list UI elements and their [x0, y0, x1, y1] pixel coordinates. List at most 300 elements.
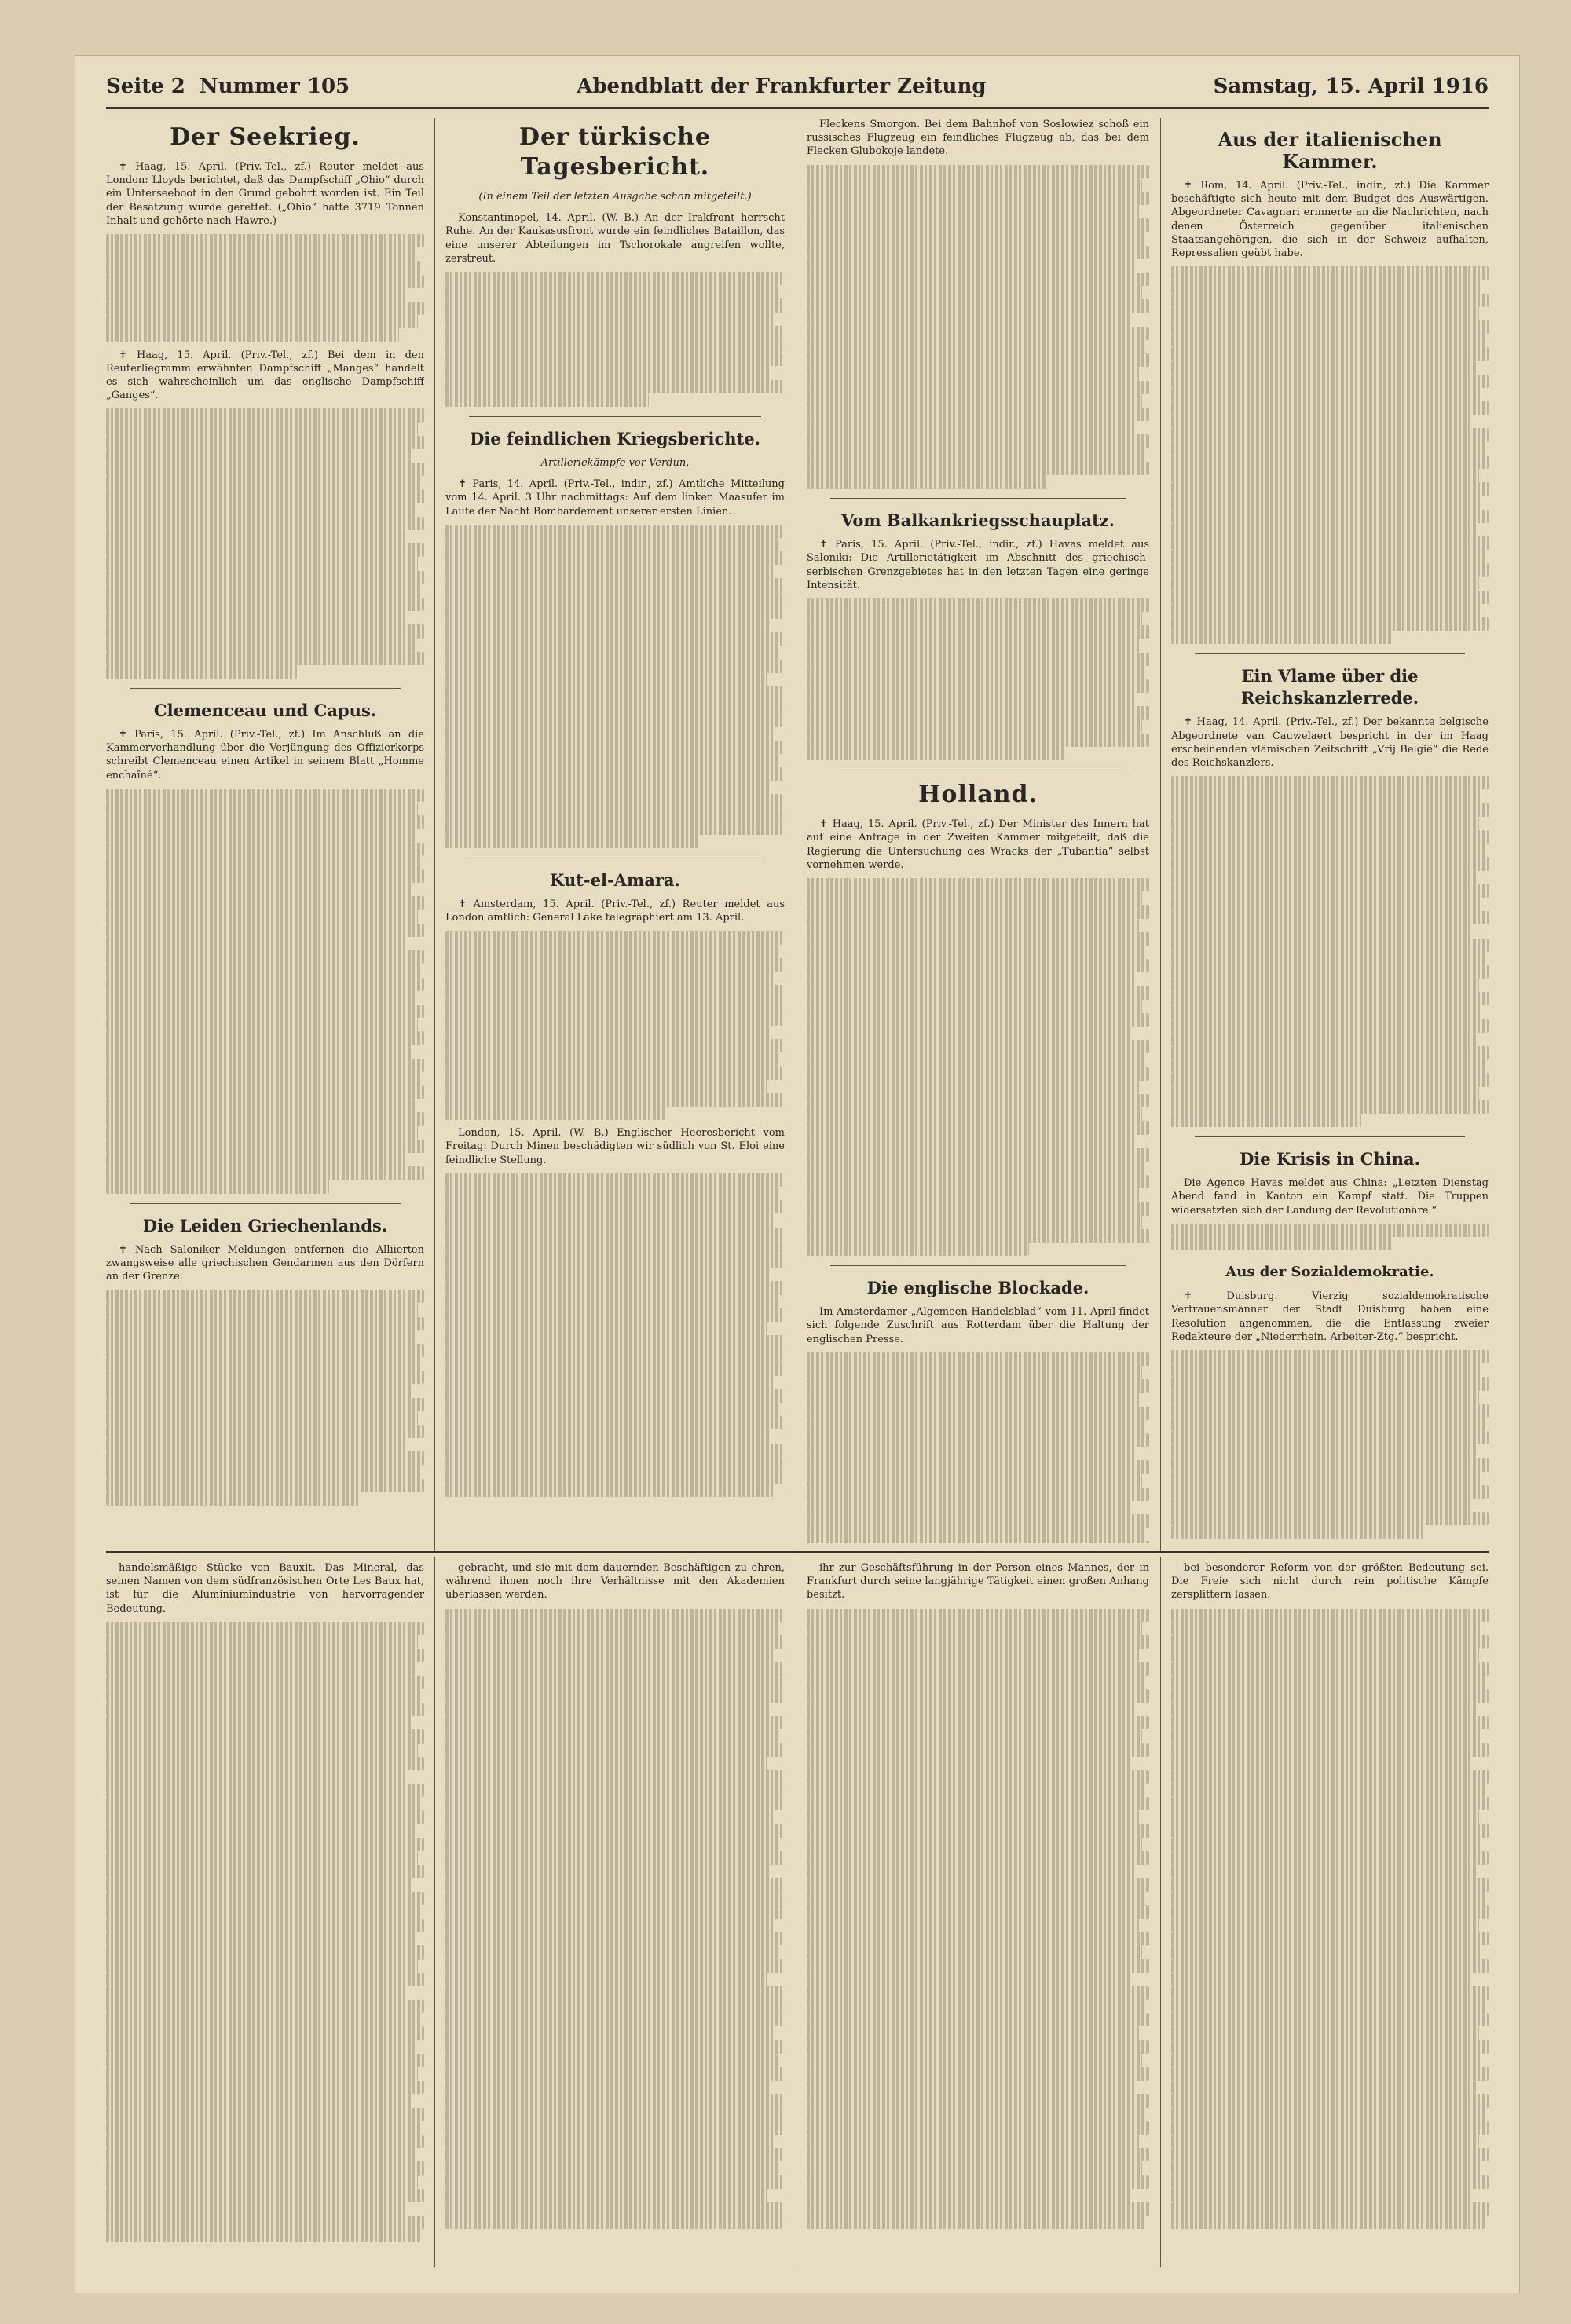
text-line — [807, 878, 1149, 891]
text-line — [445, 1241, 782, 1254]
text-line — [807, 2040, 1149, 2054]
text-line — [106, 1986, 408, 2000]
text-line — [106, 1059, 424, 1072]
feuilleton-text: ihr zur Geschäftsführung in der Person eines Mannes, der in Frankfurt durch seine langjährige Tätigkeit einen großen Anhang besitzt. — [807, 1562, 1149, 1601]
text-line — [807, 1433, 1149, 1447]
text-line — [1171, 1512, 1489, 1525]
text-line — [1171, 1865, 1476, 1878]
text-line — [106, 476, 421, 489]
text-line — [106, 2189, 424, 2202]
text-line — [106, 1622, 424, 1635]
text-line — [807, 1541, 1149, 1543]
text-line — [1171, 442, 1485, 456]
text-line — [445, 1770, 785, 1784]
article-text: ✝ Haag, 15. April. (Priv.-Tel., zf.) Bei dem in den Reuterliegramm erwähnten Dampfschiff „Manges“ handelt es sich wahrscheinlich um das englische Dampfschiff „Ganges“. — [106, 349, 424, 402]
text-line — [807, 1514, 1149, 1528]
text-line — [1171, 604, 1482, 617]
text-line — [445, 1039, 785, 1052]
text-line — [445, 1865, 771, 1878]
text-line — [807, 1447, 1136, 1460]
text-line — [106, 2067, 418, 2081]
text-line — [807, 1202, 1149, 1215]
text-line — [1171, 2040, 1489, 2054]
text-line — [106, 1466, 421, 1479]
text-line — [445, 1622, 778, 1635]
text-line — [1171, 469, 1479, 482]
text-line — [807, 1488, 1149, 1501]
text-line — [1171, 2175, 1489, 2188]
text-line — [445, 2081, 771, 2094]
text-line — [106, 288, 408, 302]
text-line — [1171, 1087, 1479, 1100]
text-line — [1171, 375, 1489, 388]
headline-sozialdemokratie: Aus der Sozialdemokratie. — [1225, 1264, 1434, 1281]
headline-clemenceau: Clemenceau und Capus. — [153, 701, 377, 721]
text-line — [1171, 1757, 1473, 1770]
text-line — [445, 1729, 778, 1743]
text-line — [106, 937, 408, 950]
feuilleton-1 — [106, 1561, 424, 2264]
text-line — [445, 2189, 767, 2202]
text-line — [1171, 591, 1489, 604]
feuilleton-2 — [445, 1561, 785, 2264]
paper-title: Abendblatt der Frankfurter Zeitung — [577, 75, 987, 98]
text-line — [807, 959, 1149, 972]
article-text: ✝ Paris, 14. April. (Priv.-Tel., indir., zf.) Amtliche Mitteilung vom 14. April. 3 Uhr nachmittags: Auf dem linken Maasufer im Laufe der Nacht Bombardement unserer ersten Linien. — [445, 478, 785, 518]
text-line — [106, 1018, 418, 1031]
text-line — [1171, 1676, 1485, 1689]
text-line — [106, 1797, 421, 1810]
text-line — [106, 1180, 329, 1193]
text-line — [106, 598, 424, 611]
text-line — [445, 1959, 785, 1972]
text-line — [1171, 1363, 1482, 1377]
masthead — [106, 66, 1489, 109]
text-line — [807, 1878, 1149, 1891]
text-line — [445, 767, 785, 781]
text-line — [1171, 965, 1489, 979]
text-line — [1171, 1729, 1482, 1743]
text-line — [807, 353, 1149, 367]
text-line — [1171, 1919, 1479, 1932]
text-line — [807, 205, 1139, 218]
text-line — [1171, 1472, 1482, 1485]
text-line — [106, 1878, 412, 1891]
text-line — [1171, 1662, 1489, 1675]
text-line — [445, 525, 785, 538]
text-line — [1171, 2054, 1482, 2067]
text-line — [1171, 1391, 1479, 1404]
text-line — [445, 1986, 785, 2000]
text-line — [807, 1040, 1149, 1053]
text-line — [807, 434, 1149, 448]
text-line — [807, 1959, 1149, 1972]
text-line — [106, 1398, 424, 1411]
text-line — [807, 639, 1139, 652]
text-line — [807, 1986, 1149, 2000]
text-line — [1171, 2189, 1473, 2202]
text-line — [1171, 1418, 1485, 1431]
text-line — [807, 1703, 1136, 1716]
text-line — [106, 910, 418, 924]
text-line — [1171, 1986, 1489, 2000]
text-line — [807, 720, 1142, 734]
text-line — [807, 2121, 1149, 2135]
article-text: ✝ Duisburg. Vierzig sozialdemokratische Vertrauensmänner der Stadt Duisburg haben eine Resolution angenommen, die die Entlassung zweier Redakteure der „Niederrhein. Arbeiter-Ztg.“ bespricht. — [1171, 1290, 1489, 1343]
text-line — [807, 340, 1146, 353]
text-line — [445, 808, 782, 822]
text-line — [106, 1851, 418, 1865]
text-line — [807, 1932, 1149, 1945]
text-line — [1171, 536, 1489, 550]
text-line — [807, 1379, 1149, 1393]
text-line — [445, 1080, 767, 1093]
text-line — [1171, 1033, 1476, 1046]
text-line — [445, 1689, 785, 1703]
text-line — [445, 326, 785, 339]
text-line — [445, 1107, 666, 1120]
text-line — [445, 1228, 785, 1241]
text-line — [106, 503, 415, 517]
text-line — [1171, 1905, 1489, 1919]
text-line — [445, 1784, 782, 1797]
text-line — [807, 192, 1149, 205]
text-line — [1171, 1237, 1393, 1250]
text-line — [1171, 1851, 1489, 1865]
article-text: ✝ Paris, 15. April. (Priv.-Tel., zf.) Im Anschluß an die Kammerverhandlung über die Verjüngung des Offizierkorps schreibt Clemenceau einen Artikel in seinem Blatt „Homme enchaîné“. — [106, 729, 424, 781]
text-line — [106, 436, 424, 449]
text-line — [106, 1703, 424, 1716]
article-text: ✝ Haag, 15. April. (Priv.-Tel., zf.) Reuter meldet aus London: Lloyds berichtet, daß das Dampfschiff „Ohio“ durch ein Unterseeboot in den Grund gebohrt worden ist. Ein Teil der Besatzung wurde gerettet. („Ohio“ hatte 3719 Tonnen Inhalt und gehörte nach Hawre.) — [106, 161, 424, 227]
text-line — [807, 1757, 1132, 1770]
text-line — [445, 794, 785, 807]
text-line — [445, 1254, 785, 1268]
text-line — [807, 2054, 1142, 2067]
text-line — [445, 945, 778, 958]
headline-balkan: Vom Balkankriegsschauplatz. — [840, 511, 1115, 531]
text-line — [106, 2216, 424, 2229]
text-line — [1171, 911, 1489, 924]
text-line — [807, 259, 1136, 273]
text-line — [807, 1393, 1139, 1406]
text-line — [445, 366, 771, 379]
text-line — [445, 1676, 782, 1689]
issue-date: Samstag, 15. April 1916 — [1213, 75, 1489, 98]
article-text: ✝ Paris, 15. April. (Priv.-Tel., indir., zf.) Havas meldet aus Saloniki: Die Artillerietätigkeit im Abschnitt des griechisch-serbischen Grenzgebietes hat in den letzten Tagen eine geringe Intensität. — [807, 539, 1149, 591]
text-line — [106, 1649, 424, 1662]
text-line — [807, 1135, 1136, 1148]
text-line — [445, 393, 649, 407]
text-line — [1171, 266, 1489, 280]
text-line — [1171, 482, 1489, 496]
text-line — [106, 1166, 424, 1180]
text-line — [1171, 2026, 1479, 2040]
text-line — [445, 2067, 785, 2081]
text-line — [807, 1162, 1146, 1175]
text-line — [445, 1173, 785, 1187]
text-line — [807, 313, 1132, 327]
text-line — [106, 302, 424, 315]
text-line — [106, 1635, 418, 1649]
text-line — [807, 1851, 1149, 1865]
text-line — [106, 1031, 424, 1045]
text-line — [807, 2135, 1139, 2148]
text-line — [807, 1729, 1142, 1743]
text-line — [445, 2216, 782, 2229]
text-line — [807, 381, 1149, 394]
text-line — [807, 1067, 1149, 1081]
text-line — [1171, 2148, 1489, 2161]
text-line — [445, 958, 785, 972]
text-line — [445, 727, 775, 741]
text-line — [1171, 1005, 1482, 1019]
text-line — [807, 1474, 1142, 1488]
text-line — [106, 1757, 424, 1770]
text-line — [106, 1865, 424, 1878]
text-line — [807, 625, 1149, 639]
text-line — [106, 315, 418, 328]
text-line — [807, 1121, 1149, 1134]
text-line — [1171, 1797, 1489, 1810]
text-line — [1171, 2013, 1489, 2026]
headline-blockade: Die englische Blockade. — [866, 1278, 1089, 1298]
text-line — [1171, 1649, 1479, 1662]
text-line — [106, 1153, 405, 1166]
article-text: London, 15. April. (W. B.) Englischer Heeresbericht vom Freitag: Durch Minen beschädigten wir südlich von St. Eloi eine feindliche Stellung. — [445, 1127, 785, 1166]
text-line — [106, 1384, 412, 1397]
text-line — [445, 1429, 771, 1443]
text-line — [1171, 1114, 1361, 1127]
text-line — [807, 232, 1146, 246]
text-line — [445, 2175, 785, 2188]
text-line — [1171, 361, 1476, 375]
text-line — [445, 1376, 775, 1389]
text-line — [1171, 320, 1489, 334]
text-line — [807, 1107, 1142, 1121]
text-line — [807, 286, 1142, 299]
text-line — [445, 353, 785, 366]
page-number: Seite 2 — [106, 75, 185, 98]
text-line — [807, 299, 1149, 313]
text-line — [1171, 2135, 1479, 2148]
text-line — [807, 1148, 1149, 1162]
text-line — [445, 2108, 782, 2121]
text-line — [445, 2148, 785, 2161]
text-line — [807, 1622, 1142, 1635]
text-line — [445, 1609, 785, 1622]
text-line — [807, 1094, 1149, 1107]
text-line — [807, 653, 1149, 666]
text-line — [106, 1919, 424, 1932]
text-line — [807, 747, 1064, 760]
text-line — [445, 2026, 775, 2040]
text-line — [1171, 428, 1489, 441]
text-line — [807, 1810, 1139, 1824]
text-line — [106, 1973, 424, 1986]
text-line — [445, 1457, 782, 1470]
text-line — [807, 1027, 1132, 1040]
text-line — [807, 2189, 1132, 2202]
text-line — [445, 822, 785, 835]
headline-kut-el-amara: Kut-el-Amara. — [550, 870, 680, 891]
text-line — [106, 896, 424, 909]
text-line — [445, 380, 785, 393]
text-line — [106, 1005, 424, 1018]
text-line — [445, 1851, 785, 1865]
text-line — [106, 2108, 424, 2121]
text-line — [807, 1528, 1146, 1541]
text-line — [445, 1703, 771, 1716]
text-line — [807, 666, 1146, 679]
text-line — [445, 2040, 785, 2054]
text-line — [807, 1366, 1142, 1379]
text-line — [1171, 1444, 1476, 1458]
text-line — [106, 1824, 415, 1838]
text-line — [106, 1290, 424, 1303]
text-line — [106, 1357, 421, 1371]
text-line — [1171, 1622, 1482, 1635]
text-line — [445, 1743, 785, 1756]
text-line — [106, 463, 424, 476]
text-line — [1171, 563, 1489, 576]
text-line — [1171, 496, 1482, 509]
text-line — [807, 598, 1149, 612]
text-line — [1171, 1458, 1489, 1471]
text-line — [106, 328, 399, 342]
text-line — [106, 1112, 424, 1125]
text-line — [106, 261, 421, 274]
text-line — [1171, 280, 1482, 293]
text-line — [807, 2067, 1149, 2081]
text-line — [106, 247, 415, 261]
text-line — [1171, 857, 1489, 870]
text-line — [445, 1905, 785, 1919]
text-line — [1171, 1525, 1425, 1539]
text-line — [106, 639, 415, 652]
text-line — [1171, 1060, 1485, 1073]
text-line — [1171, 2067, 1489, 2081]
text-line — [807, 1865, 1136, 1878]
text-line — [445, 1093, 785, 1107]
text-line — [445, 1444, 785, 1457]
text-line — [106, 652, 424, 665]
column-2 — [445, 118, 785, 1543]
headline-griechenland: Die Leiden Griechenlands. — [142, 1215, 388, 1235]
text-line — [106, 517, 424, 530]
text-line — [106, 543, 424, 557]
text-line — [807, 2081, 1136, 2094]
text-line — [445, 985, 785, 998]
text-line — [1171, 1932, 1489, 1945]
headline-china: Die Krisis in China. — [1240, 1149, 1420, 1169]
text-line — [807, 891, 1142, 905]
text-line — [1171, 415, 1473, 428]
text-line — [445, 1200, 785, 1213]
text-line — [445, 2202, 785, 2216]
text-line — [445, 741, 785, 754]
text-line — [1171, 1689, 1489, 1703]
text-line — [106, 1126, 418, 1140]
text-line — [1171, 2108, 1485, 2121]
text-line — [106, 408, 424, 422]
text-line — [445, 1716, 785, 1729]
text-line — [807, 1000, 1142, 1013]
text-line — [807, 1501, 1132, 1514]
text-line — [106, 611, 408, 624]
text-line — [1171, 1770, 1489, 1784]
text-line — [445, 999, 782, 1012]
text-line — [1171, 347, 1489, 360]
text-line — [106, 950, 424, 964]
text-line — [445, 1322, 767, 1335]
text-line — [106, 665, 297, 679]
text-line — [807, 679, 1149, 693]
text-line — [445, 1012, 785, 1026]
text-line — [807, 1770, 1149, 1784]
text-line — [1171, 1499, 1473, 1512]
text-line — [1171, 1635, 1489, 1649]
text-line — [1171, 2094, 1489, 2107]
text-line — [1171, 2161, 1482, 2175]
text-line — [1171, 789, 1482, 803]
text-line — [445, 754, 778, 767]
article-text: Fleckens Smorgon. Bei dem Bahnhof von Soslowiez schoß ein russisches Flugzeug ein feindliches Flugzeug ab, das bei dem Flecken Glubokoje landete. — [807, 119, 1149, 158]
text-line — [106, 1099, 415, 1112]
text-line — [1171, 1892, 1485, 1905]
text-line — [445, 1403, 778, 1416]
text-line — [807, 1081, 1139, 1094]
text-line — [1171, 776, 1489, 789]
text-line — [106, 1960, 418, 1973]
text-line — [807, 178, 1142, 192]
text-line — [445, 1362, 785, 1375]
text-line — [106, 883, 412, 896]
text-line — [1171, 550, 1485, 563]
text-line — [807, 246, 1149, 259]
text-line — [807, 932, 1149, 946]
text-line — [106, 869, 424, 883]
text-line — [106, 2229, 421, 2242]
text-line — [1171, 2216, 1485, 2229]
text-line — [445, 700, 782, 713]
text-line — [1171, 1350, 1489, 1363]
text-line — [106, 234, 424, 247]
text-line — [106, 2000, 424, 2013]
text-line — [807, 1784, 1146, 1797]
text-line — [445, 538, 778, 551]
text-line — [106, 2135, 424, 2148]
headline-seekrieg: Der Seekrieg. — [170, 123, 361, 151]
text-line — [807, 421, 1136, 434]
text-line — [807, 1676, 1146, 1689]
text-line — [1171, 1377, 1489, 1390]
text-line — [445, 931, 785, 945]
text-line — [1171, 1431, 1489, 1444]
text-line — [807, 1824, 1149, 1838]
text-line — [106, 1945, 424, 1959]
text-line — [445, 285, 778, 298]
headline-feindliche-berichte: Die feindlichen Kriegsberichte. — [470, 428, 760, 448]
text-line — [1171, 884, 1489, 898]
text-line — [106, 2148, 415, 2161]
text-line — [445, 2000, 782, 2013]
text-line — [445, 313, 775, 326]
text-line — [807, 2175, 1149, 2188]
text-line — [445, 1662, 785, 1675]
text-line — [106, 1303, 418, 1316]
text-line — [445, 1335, 785, 1349]
text-line — [807, 1460, 1149, 1473]
